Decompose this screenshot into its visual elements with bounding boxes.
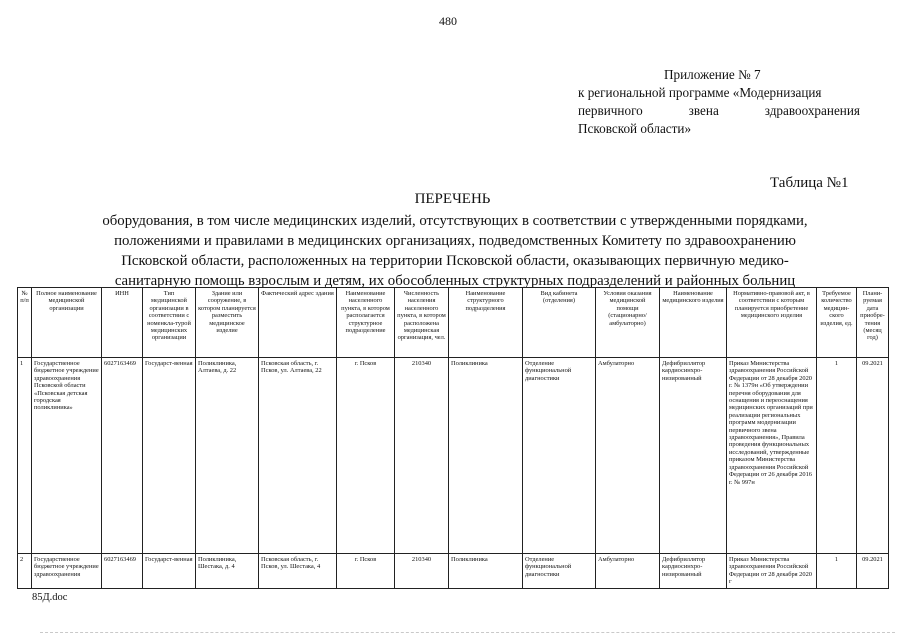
cell: Государственное бюджетное учреждение здравоохранения (32, 554, 102, 589)
page-number: 480 (439, 14, 457, 28)
table-row (18, 358, 889, 554)
table-header-row (18, 288, 889, 358)
cell: Государст-венная (143, 554, 196, 589)
cell: Приказ Министерства здравоохранения Российской Федерации от 28 декабря 2020 г. № 1379н «Об утверждении перечня оборудования для оснащения и переоснащения медицинских организаций при реализации региональных программ модернизации первичного звена здравоохранения», Правила проведения функциональных исследований, утвержденные приказом Министерства здравоохранения Российской Федерации от 26 декабря 2016 г. № 997н (727, 358, 817, 554)
footer-filename: 85Д.doc (32, 592, 68, 603)
appendix-line-1: Приложение № 7 (664, 67, 761, 82)
cell: 1 (18, 358, 32, 554)
cell: 210340 (395, 554, 449, 589)
cell: Поликлиника (449, 358, 523, 554)
appendix-line-3 (578, 102, 860, 120)
cell: Псковская область, г. Псков, ул. Алтаева, 22 (259, 358, 337, 554)
appendix-heading (578, 66, 860, 138)
appendix-word: звена (688, 103, 719, 118)
cell: Поликлиника, Шестака, д. 4 (196, 554, 259, 589)
cell: 210340 (395, 358, 449, 554)
cell: Отделение функциональной диагностики (523, 358, 596, 554)
description-line: санитарную помощь взрослым и детям, их обособленных структурных подразделений и районных больниц (114, 273, 796, 289)
header-number: № п/п (18, 288, 32, 358)
cell: Дефибриллятор кардиосинхро-низированный (660, 554, 727, 589)
cell: Поликлиника, Алтаева, д. 22 (196, 358, 259, 554)
header-quantity: Требуемое количество медицин-ского изделия, ед. (817, 288, 857, 358)
cell: Амбулаторно (596, 554, 660, 589)
table-number: Таблица №1 (770, 175, 849, 191)
header-device: Наименование медицинского изделия (660, 288, 727, 358)
description-line: оборудования, в том числе медицинских изделий, отсутствующих в соответствии с утвержденными порядками, (102, 213, 808, 229)
header-population: Численность населения населенного пункта, в котором расположена медицинская организация, чел. (395, 288, 449, 358)
appendix-word: первичного (578, 103, 643, 118)
cell: 1 (817, 554, 857, 589)
cell: г. Псков (337, 554, 395, 589)
header-inn: ИНН (102, 288, 143, 358)
header-legal-act: Нормативно-правовой акт, в соответствии с которым планируется приобретение медицинского изделия (727, 288, 817, 358)
header-org-type: Тип медицинской организации в соответствии с номенкла-турой медицинских организации (143, 288, 196, 358)
header-conditions: Условия оказания медицинской помощи (стационарно/амбулаторно) (596, 288, 660, 358)
header-unit: Наименование структурного подразделения (449, 288, 523, 358)
description-line: положениями и правилами в медицинских организациях, подведомственных Комитету по здравоохранению (114, 233, 796, 249)
cell: Амбулаторно (596, 358, 660, 554)
footer-divider (40, 632, 895, 633)
appendix-line-4: Псковской области» (578, 121, 692, 136)
table-row (18, 554, 889, 589)
header-date: Плани-руемая дата приобре-тения (месяц год) (857, 288, 889, 358)
cell: 6027163469 (102, 554, 143, 589)
cell: 09.2021 (857, 358, 889, 554)
cell: 09.2021 (857, 554, 889, 589)
cell: 1 (817, 358, 857, 554)
appendix-word: здравоохранения (764, 103, 860, 118)
cell: Государственное бюджетное учреждение здравоохранения Псковской области «Псковская детская городская поликлиника» (32, 358, 102, 554)
document-description (40, 211, 870, 291)
cell: 2 (18, 554, 32, 589)
document-title: ПЕРЕЧЕНЬ (414, 191, 491, 207)
cell: Приказ Министерства здравоохранения Российской Федерации от 28 декабря 2020 г (727, 554, 817, 589)
cell: Государст-венная (143, 358, 196, 554)
description-line: Псковской области, расположенных на территории Псковской области, оказывающих первичную медико- (121, 253, 789, 269)
cell: Поликлиника (449, 554, 523, 589)
cell: Отделение функциональной диагностики (523, 554, 596, 589)
equipment-table (17, 287, 889, 589)
header-room-type: Вид кабинета (отделения) (523, 288, 596, 358)
cell: Псковская область, г. Псков, ул. Шестака, 4 (259, 554, 337, 589)
cell: Дефибриллятор кардиосинхро-низированный (660, 358, 727, 554)
cell: 6027163469 (102, 358, 143, 554)
header-organization: Полное наименование медицинской организации (32, 288, 102, 358)
header-building: Здание или сооружение, в котором планируется разместить медицинское изделие (196, 288, 259, 358)
cell: г. Псков (337, 358, 395, 554)
header-settlement: Наименование населенного пункта, в котором располагается структурное подразделение (337, 288, 395, 358)
header-address: Фактический адрес здания (259, 288, 337, 358)
appendix-line-2: к региональной программе «Модернизация (578, 85, 822, 100)
